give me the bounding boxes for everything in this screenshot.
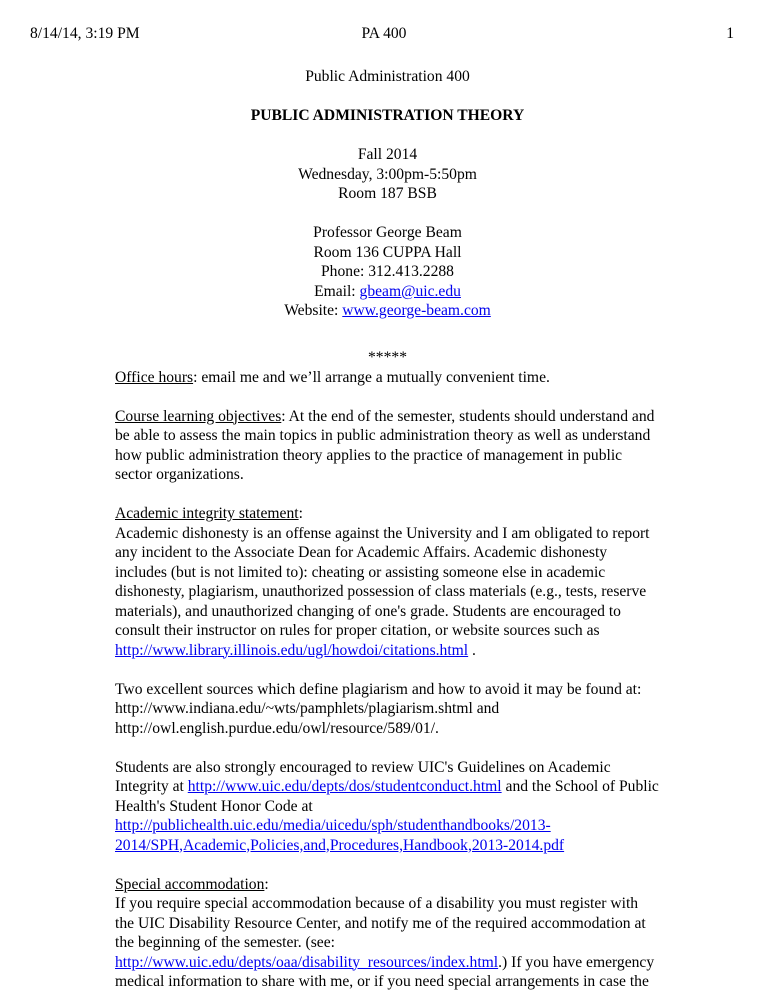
instructor-email-line [115,282,660,302]
schedule: Wednesday, 3:00pm-5:50pm [298,165,477,183]
instructor-phone: Phone: 312.413.2288 [321,263,454,280]
guidelines-text-1: Students are also strongly encouraged to review UIC's Guidelines on Academic Integrity at [115,758,611,795]
handbook-link-line-2[interactable]: 2014/SPH,Academic,Policies,and,Procedures,Handbook,2013-2014.pdf [115,836,565,854]
plagiarism-source-2: http://owl.english.purdue.edu/owl/resource/589/01/. [115,719,439,737]
accommodation-heading [115,875,660,895]
instructor-office: Room 136 CUPPA Hall [313,243,462,261]
header-page-number: 1 [726,25,734,42]
office-hours-label: Office hours [115,368,194,386]
title-block [115,67,660,321]
office-hours-text: : email me and we’ll arrange a mutually convenient time. [193,368,550,386]
integrity-label: Academic integrity statement [115,505,299,522]
document-body [115,67,660,992]
plagiarism-paragraph [115,680,660,739]
instructor-name: Professor George Beam [313,224,462,241]
accommodation-label-colon: : [264,875,269,893]
citations-link-suffix: . [468,641,476,659]
course-name: Public Administration 400 [305,68,470,85]
objectives-paragraph [115,407,660,485]
website-link[interactable]: www.george-beam.com [342,302,491,319]
integrity-body: Academic dishonesty is an offense against the University and I am obligated to report any incident to the Associate Dean for Academic Affairs. Academic dishonesty includes (but is not limited to): cheating or assisting someone else in academic dishonesty, plagiarism, unauthorized possession of class materials (e.g., tests, reserve materials), and unauthorized changing of one's grade. Students are encouraged to consult their instructor on rules for proper citation, or website sources such as [115,524,650,639]
office-hours [115,368,660,388]
page-header [0,24,768,44]
objectives-label: Course learning objectives [115,407,282,425]
accommodation-after-link: .) If you have emergency medical information to share with me, or if you need special arrangements in case the [115,953,655,990]
instructor-website-line [115,301,660,321]
website-label: Website: [284,302,343,319]
email-link[interactable]: gbeam@uic.edu [359,282,461,300]
accommodation-label: Special accommodation [115,875,265,893]
disability-resources-link[interactable]: http://www.uic.edu/depts/oaa/disability_resources/index.html [115,953,499,971]
integrity-paragraph [115,524,660,661]
course-title: PUBLIC ADMINISTRATION THEORY [250,107,525,124]
room: Room 187 BSB [338,185,437,202]
term: Fall 2014 [357,146,418,163]
plagiarism-text: Two excellent sources which define plagiarism and how to avoid it may be found at: [115,680,642,698]
integrity-heading [115,504,660,524]
student-conduct-link[interactable]: http://www.uic.edu/depts/dos/studentconduct.html [187,778,502,795]
accommodation-paragraph [115,894,660,992]
section-divider: ***** [368,349,407,366]
objectives-text: : At the end of the semester, students should understand and be able to assess the main topics in public administration theory as well as understand how public administration theory applies to the practice of management in public sector organizations. [115,407,655,483]
guidelines-paragraph [115,758,660,856]
email-label: Email: [314,282,360,300]
accommodation-body: If you require special accommodation because of a disability you must register with the UIC Disability Resource Center, and notify me of the required accommodation at the beginning of the semester. (see: [115,895,646,951]
citations-link[interactable]: http://www.library.illinois.edu/ugl/howdoi/citations.html [115,641,469,659]
header-datetime: 8/14/14, 3:19 PM [30,25,140,42]
header-course-code: PA 400 [361,25,407,42]
guidelines-text-2: and the School of Public Health's Student Honor Code at [115,778,659,815]
integrity-label-colon: : [298,505,303,522]
plagiarism-source-1: http://www.indiana.edu/~wts/pamphlets/plagiarism.shtml and [115,700,500,717]
handbook-link-line-1[interactable]: http://publichealth.uic.edu/media/uicedu/sph/studenthandbooks/2013- [115,817,551,834]
